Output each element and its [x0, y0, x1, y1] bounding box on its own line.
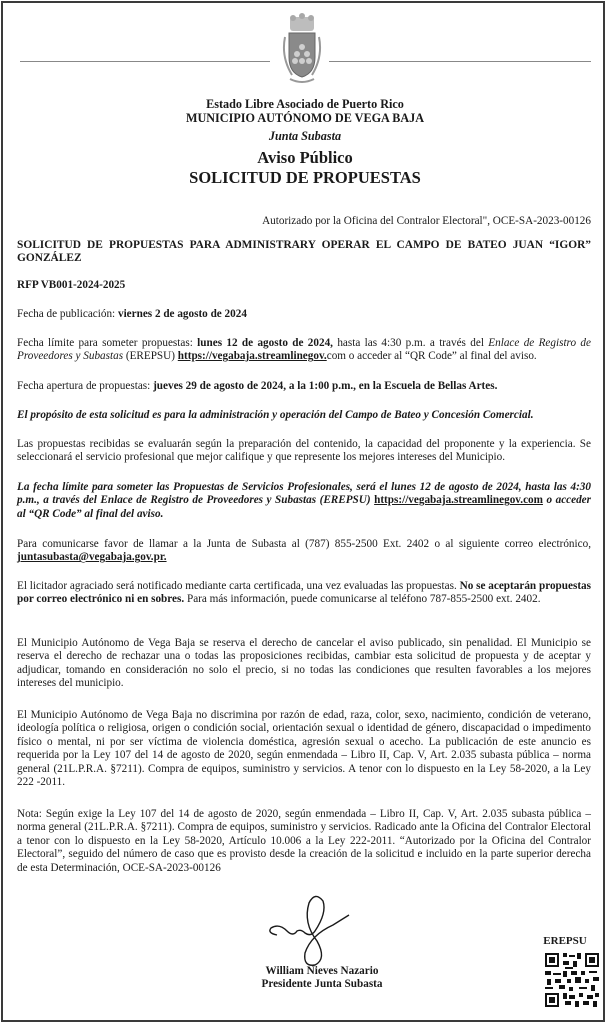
opening-value: jueves 29 de agosto de 2024, a la 1:00 p.m., en la Escuela de Bellas Artes.	[153, 380, 498, 392]
contact-paragraph	[17, 538, 591, 565]
header-municipio: MUNICIPIO AUTÓNOMO DE VEGA BAJA	[185, 111, 425, 125]
deadline-paragraph	[17, 337, 591, 364]
non-discrimination-paragraph: El Municipio Autónomo de Vega Baja no discrimina por razón de edad, raza, color, sexo, nacimiento, condición de veterano, ideología política o religiosa, origen o condición social, orientación sexual o identidad de género, discapacidad o impedimento físico o mental, ni por ser víctima de violencia doméstica, agresión sexual o acecho. La publicación de este anuncio es requerida por la Ley 107 del 14 de agosto de 2020, según enmendada – Libro II, Cap. V, Art. 2.035 subasta pública – norma general (21L.P.R.A. §7211). Compra de equipos, suministro y servicios. A tenor con lo dispuesto en la Ley 58-2020, a la Ley 222 -2011.	[17, 709, 591, 789]
qr-code-icon[interactable]	[543, 951, 601, 1009]
purpose-paragraph: El propósito de esta solicitud es para la administración y operación del Campo de Bateo y Concesión Comercial.	[17, 409, 534, 421]
bidder-text2: Para más información, puede comunicarse al teléfono 787-855-2500 ext. 2402.	[184, 593, 541, 606]
qr-label: EREPSU	[543, 935, 587, 947]
header-aviso: Aviso Público	[257, 148, 353, 167]
opening-date	[17, 380, 591, 393]
deadline-text3: com o acceder al “QR Code” al final del aviso.	[326, 350, 537, 363]
publication-date	[17, 308, 591, 321]
notice-frame	[1, 1, 605, 1022]
deadline-date: lunes 12 de agosto de 2024,	[197, 337, 333, 349]
deadline-text1: hasta las 4:30 p.m. a través del	[332, 337, 489, 349]
header-junta: Junta Subasta	[268, 129, 342, 143]
deadline-enlace: Enlace de Registro de Proveedores y Subastas	[17, 337, 591, 363]
header-rule-left	[20, 61, 270, 62]
header-seal-row	[17, 3, 593, 95]
header-solicitud: SOLICITUD DE PROPUESTAS	[189, 168, 421, 187]
rfp-number: RFP VB001-2024-2025	[17, 279, 126, 291]
handwritten-signature-icon	[257, 893, 387, 968]
note-paragraph: Nota: Según exige la Ley 107 del 14 de agosto de 2020, según enmendada – Libro II, Cap. V, Art. 2.035 subasta pública – norma general (21L.P.R.A. §7211). Compra de equipos, suministro y servicios. Radicado ante la Oficina del Contralor Electoral a tenor con lo dispuesto en la Ley 58-2020, Artículo 10.006 a la Ley 222-2011. “Autorizado por la Oficina del Contralor Electoral”, seguido del número de caso que es provisto desde la creación de la solicitud e incluido en la parte superior derecha de esta Determinación, OCE-SA-2023-00126	[17, 808, 591, 874]
contact-text: Para comunicarse favor de llamar a la Junta de Subasta al (787) 855-2500 Ext. 2402 o al siguiente correo electrónico,	[17, 538, 591, 550]
deadline-text2: (EREPSU)	[123, 350, 178, 363]
signer-role: Presidente Junta Subasta	[261, 978, 383, 991]
reservation-paragraph: El Municipio Autónomo de Vega Baja se reserva el derecho de cancelar el aviso publicado, sin penalidad. El Municipio se reserva el derecho de rechazar una o todas las proposiciones recibidas, cambiar esta solicitud de propuesta y de aceptar y adjudicar, tomando en consideración no solo el precio, si no todas las condiciones que resulten favorables a los mejores intereses del municipio.	[17, 637, 591, 690]
bidder-text1: El licitador agraciado será notificado mediante carta certificada, una vez evaluadas las propuestas.	[17, 580, 460, 592]
bidder-bold: No se aceptarán propuestas por correo electrónico ni en sobres.	[17, 580, 591, 606]
deadline-link[interactable]: https://vegabaja.streamlinegov.	[177, 350, 327, 363]
signer-name: William Nieves Nazario	[265, 965, 379, 977]
authorization-line: Autorizado por la Oficina del Contralor Electoral", OCE-SA-2023-00126	[262, 215, 591, 227]
deadline-paragraph-2	[17, 481, 591, 521]
notice-title: SOLICITUD DE PROPUESTAS PARA ADMINISTRARY OPERAR EL CAMPO DE BATEO JUAN “IGOR” GONZÁLEZ	[17, 239, 591, 265]
opening-label: Fecha apertura de propuestas:	[17, 380, 154, 392]
contact-email-link[interactable]: juntasubasta@vegabaja.gov.pr.	[17, 551, 167, 564]
header-estado: Estado Libre Asociado de Puerto Rico	[206, 97, 404, 111]
municipal-coat-of-arms-icon	[280, 13, 324, 91]
deadline-label: Fecha límite para someter propuestas:	[17, 337, 198, 349]
deadline2-end: o acceder al “QR Code” al final del aviso.	[17, 494, 592, 520]
bidder-paragraph	[17, 580, 591, 607]
publication-value: viernes 2 de agosto de 2024	[117, 308, 247, 320]
publication-label: Fecha de publicación:	[17, 308, 118, 320]
signer-block	[207, 965, 437, 992]
deadline2-text: La fecha límite para someter las Propuestas de Servicios Profesionales, será el lunes 12 de agosto de 2024, hasta las 4:30 p.m., a través del Enlace de Registro de Proveedores y Subastas (EREPSU)	[17, 481, 591, 507]
header-rule-right	[329, 61, 591, 62]
evaluation-paragraph: Las propuestas recibidas se evaluarán según la preparación del contenido, la capacidad del proponente y la experiencia. Se seleccionará el servicio profesional que mejor califique y que represente los mejores intereses del Municipio.	[17, 438, 591, 464]
deadline2-link[interactable]: https://vegabaja.streamlinegov.com	[374, 494, 543, 507]
